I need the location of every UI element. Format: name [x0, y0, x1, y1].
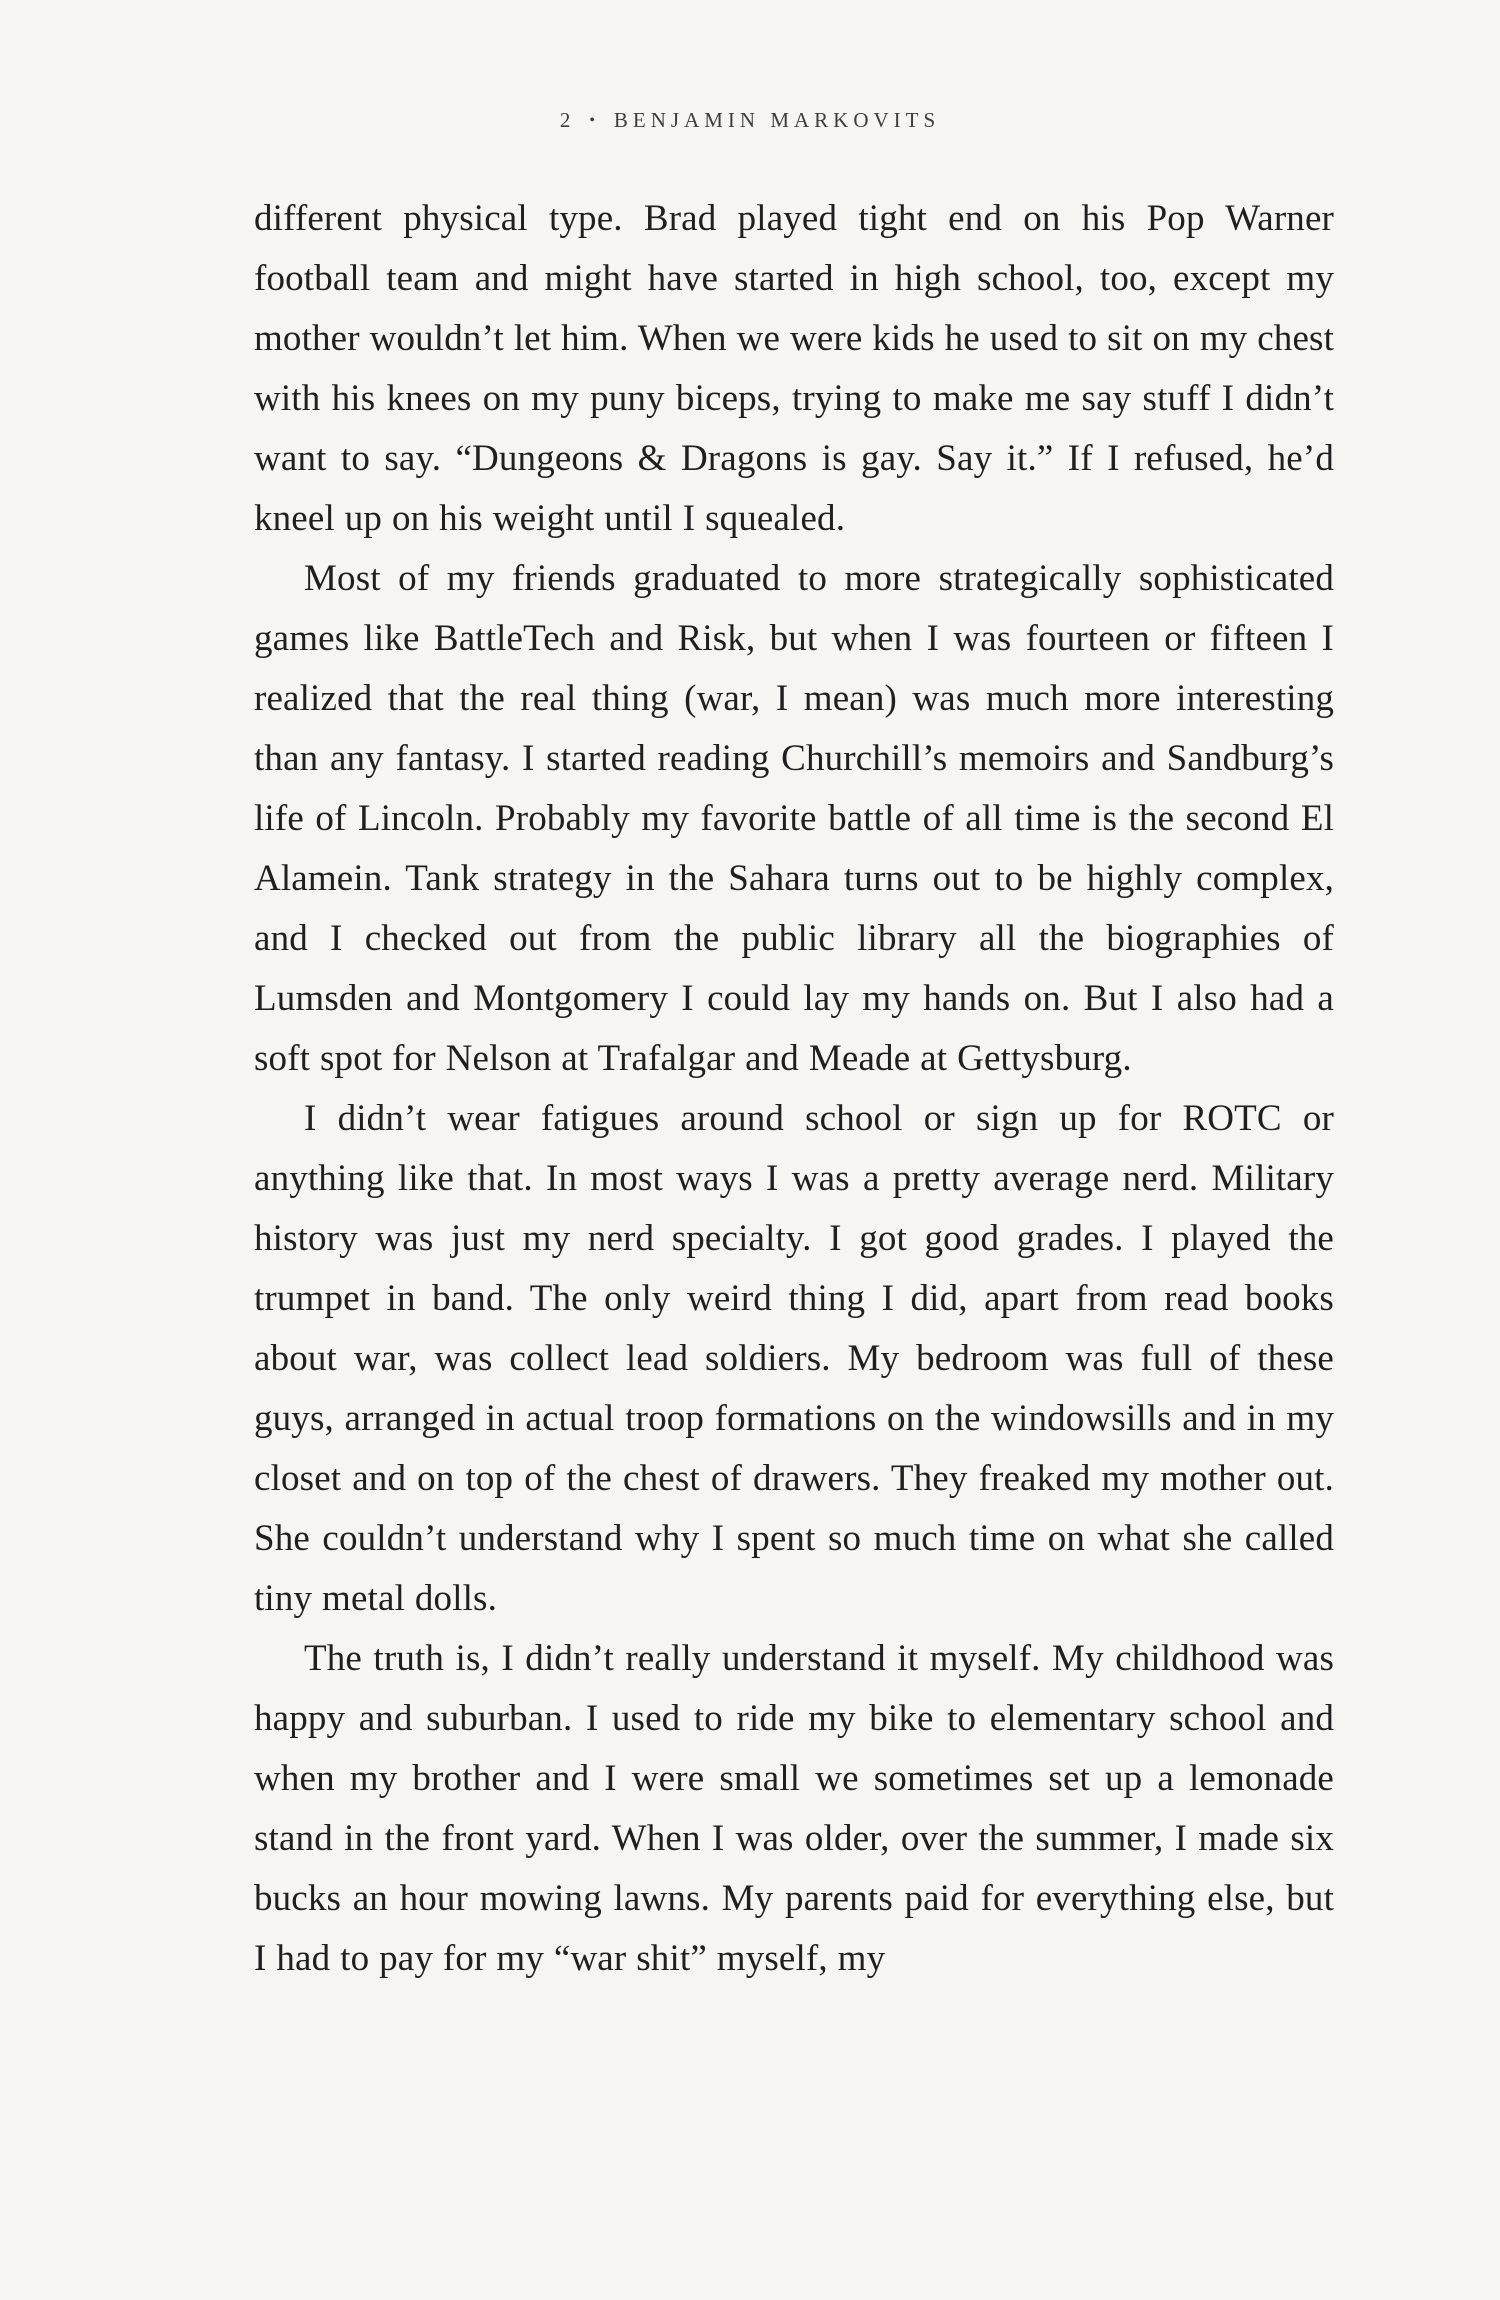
paragraph-1: different physical type. Brad played tight end on his Pop Warner football team and might have started in high school, too, except my mother wouldn’t let him. When we were kids he used to sit on my chest with his knees on my puny biceps, trying to make me say stuff I didn’t want to say. “Dungeons & Dragons is gay. Say it.” If I refused, he’d kneel up on his weight until I squealed.: [254, 198, 1334, 539]
body-text: [254, 189, 1334, 1989]
page-number: 2: [559, 108, 576, 132]
running-head: [0, 108, 1500, 133]
paragraph-4: The truth is, I didn’t really understand it myself. My childhood was happy and suburban. I used to ride my bike to elementary school and when my brother and I were small we sometimes set up a lemonade stand in the front yard. When I was older, over the summer, I made six bucks an hour mowing lawns. My parents paid for everything else, but I had to pay for my “war shit” myself, my: [254, 1638, 1334, 1979]
header-separator: •: [589, 112, 600, 129]
paragraph-2: Most of my friends graduated to more strategically sophisticated games like BattleTech and Risk, but when I was fourteen or fifteen I realized that the real thing (war, I mean) was much more interesting than any fantasy. I started reading Churchill’s memoirs and Sandburg’s life of Lincoln. Probably my favorite battle of all time is the second El Alamein. Tank strategy in the Sahara turns out to be highly complex, and I checked out from the public library all the biographies of Lumsden and Montgomery I could lay my hands on. But I also had a soft spot for Nelson at Trafalgar and Meade at Gettysburg.: [254, 558, 1334, 1079]
author-name: BENJAMIN MARKOVITS: [613, 108, 941, 132]
paragraph-3: I didn’t wear fatigues around school or sign up for ROTC or anything like that. In most ways I was a pretty average nerd. Military history was just my nerd specialty. I got good grades. I played the trumpet in band. The only weird thing I did, apart from read books about war, was collect lead soldiers. My bedroom was full of these guys, arranged in actual troop formations on the windowsills and in my closet and on top of the chest of drawers. They freaked my mother out. She couldn’t understand why I spent so much time on what she called tiny metal dolls.: [254, 1098, 1334, 1619]
